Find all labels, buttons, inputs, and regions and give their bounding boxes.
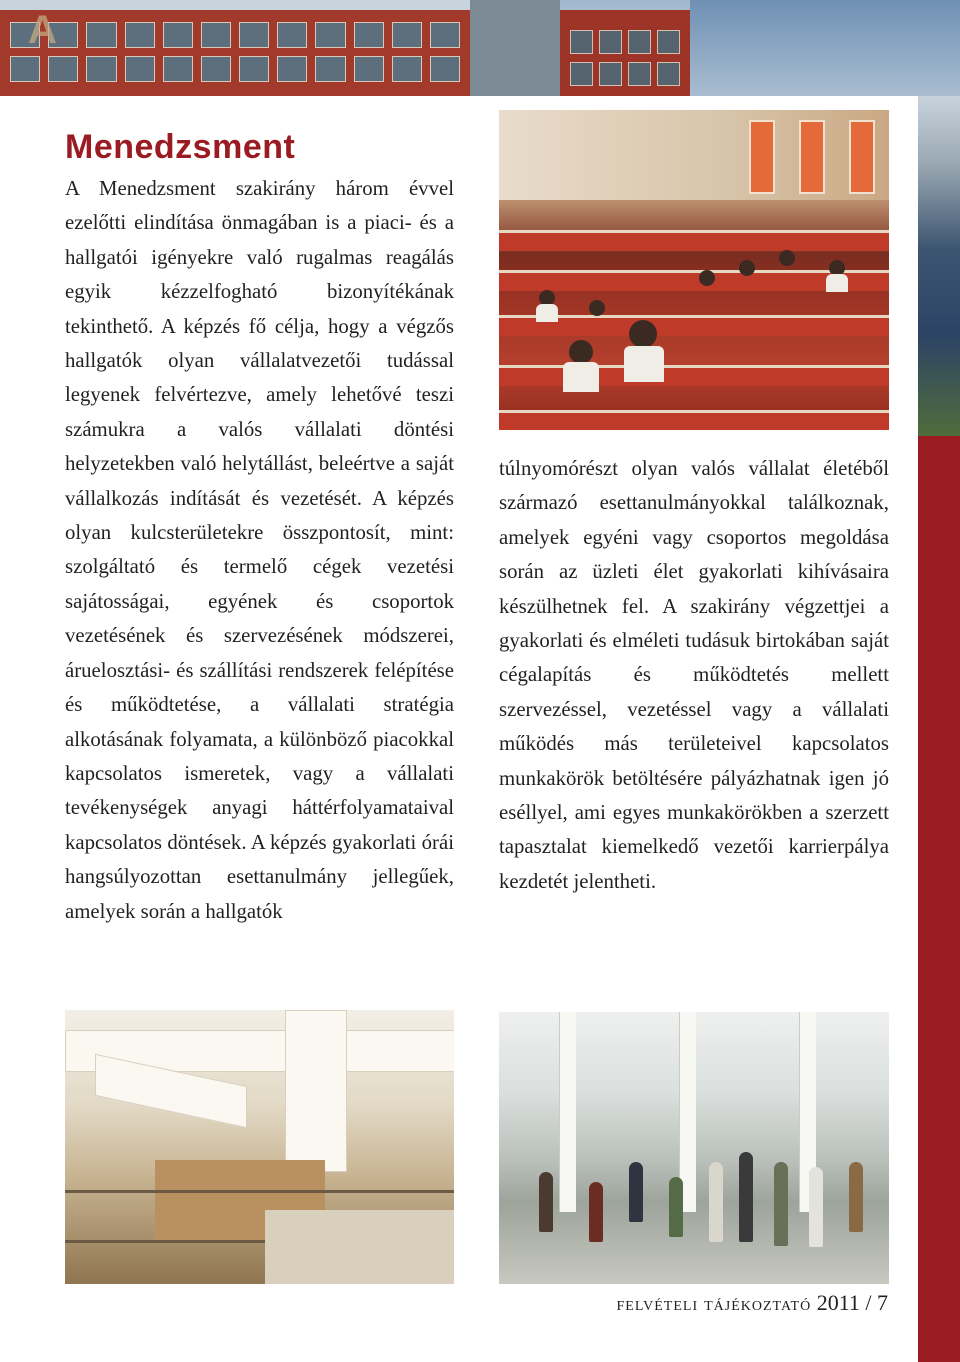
student	[536, 304, 558, 322]
sky	[690, 0, 960, 96]
page-number: 7	[877, 1290, 888, 1315]
lecture-hall-wall	[499, 110, 889, 200]
student	[699, 270, 715, 286]
edge-photo-strip	[918, 96, 960, 436]
seat-row	[499, 230, 889, 251]
window-row	[10, 56, 460, 82]
column	[559, 1012, 576, 1212]
person	[809, 1167, 823, 1247]
publication-name: felvételi tájékoztató	[616, 1293, 812, 1315]
person	[629, 1162, 643, 1222]
lecture-hall-photo	[499, 110, 889, 430]
pillar	[285, 1010, 347, 1172]
person	[849, 1162, 863, 1232]
person	[709, 1162, 723, 1242]
student	[563, 362, 599, 392]
person	[739, 1152, 753, 1242]
person	[589, 1182, 603, 1242]
publication-year: 2011	[816, 1290, 860, 1315]
window	[849, 120, 875, 194]
footer-separator: /	[865, 1290, 872, 1315]
seat-row	[499, 365, 889, 386]
student	[569, 340, 593, 364]
atrium-photo	[65, 1010, 454, 1284]
page-footer	[617, 1290, 888, 1316]
glass-tower	[470, 0, 560, 96]
window-row	[570, 62, 680, 86]
staircase	[265, 1210, 454, 1284]
railing	[65, 1190, 454, 1193]
person	[669, 1177, 683, 1237]
window	[749, 120, 775, 194]
window-row	[570, 30, 680, 54]
student	[624, 346, 664, 382]
window	[799, 120, 825, 194]
student	[629, 320, 657, 348]
student	[589, 300, 605, 316]
student	[779, 250, 795, 266]
seat-row	[499, 410, 889, 430]
page-title: Menedzsment	[65, 128, 296, 166]
student	[739, 260, 755, 276]
building-letter-sign: A	[28, 8, 57, 52]
hall-crowd-photo	[499, 1012, 889, 1284]
body-text-left: A Menedzsment szakirány három évvel ezelőtti elindítása önmagában is a piaci- és a hallgatói igényekre való rugalmas reagálás egyik kézzelfogható bizonyítékának tekinthető. A képzés fő célja, hogy a végzős hallgatók olyan vállalatvezetői tudással legyenek felvértezve, amely lehetővé teszi számukra a valós vállalati döntési helyzetekben való helytállást, beleértve a saját vállalkozás indítását és vezetését. A képzés olyan kulcsterületekre összpontosít, mint: szolgáltató és termelő cégek vezetési sajátosságai, egyének és csoportok vezetésének és szervezésének módszerei, áruelosztási- és szállítási rendszerek felépítése és működtetése, a vállalati stratégia alkotásának folyamata, a különböző piacokkal kapcsolatos ismeretek, vagy a vállalati tevékenységek anyagi háttérfolyamataival kapcsolatos döntések. A képzés gyakorlati órái hangsúlyozottan esettanulmány jellegűek, amelyek során a hallgatók	[65, 177, 454, 923]
building-roof	[0, 0, 470, 10]
body-text-right: túlnyomórészt olyan valós vállalat életéből származó esettanulmányokkal találkoznak, amelyek egyéni vagy csoportos megoldása során az üzleti élet gyakorlati kihívásaira készülhetnek fel. A szakirány végzettjei a gyakorlati és elméleti tudásuk birtokában saját cégalapítás és működtetés mellett szervezéssel, vezetéssel vagy a vállalati működés más területeivel kapcsolatos munkakörök betöltésére pályázhatnak igen jó eséllyel, ami egyes munkakörökben a szerzett tapasztalat kiemelkedő vezetői karrierpálya kezdetét jelentheti.	[499, 457, 889, 893]
student	[826, 274, 848, 292]
header-building-photo	[0, 0, 960, 96]
person	[774, 1162, 788, 1246]
person	[539, 1172, 553, 1232]
accent-red-strip	[918, 436, 960, 1362]
window-row	[10, 22, 460, 48]
